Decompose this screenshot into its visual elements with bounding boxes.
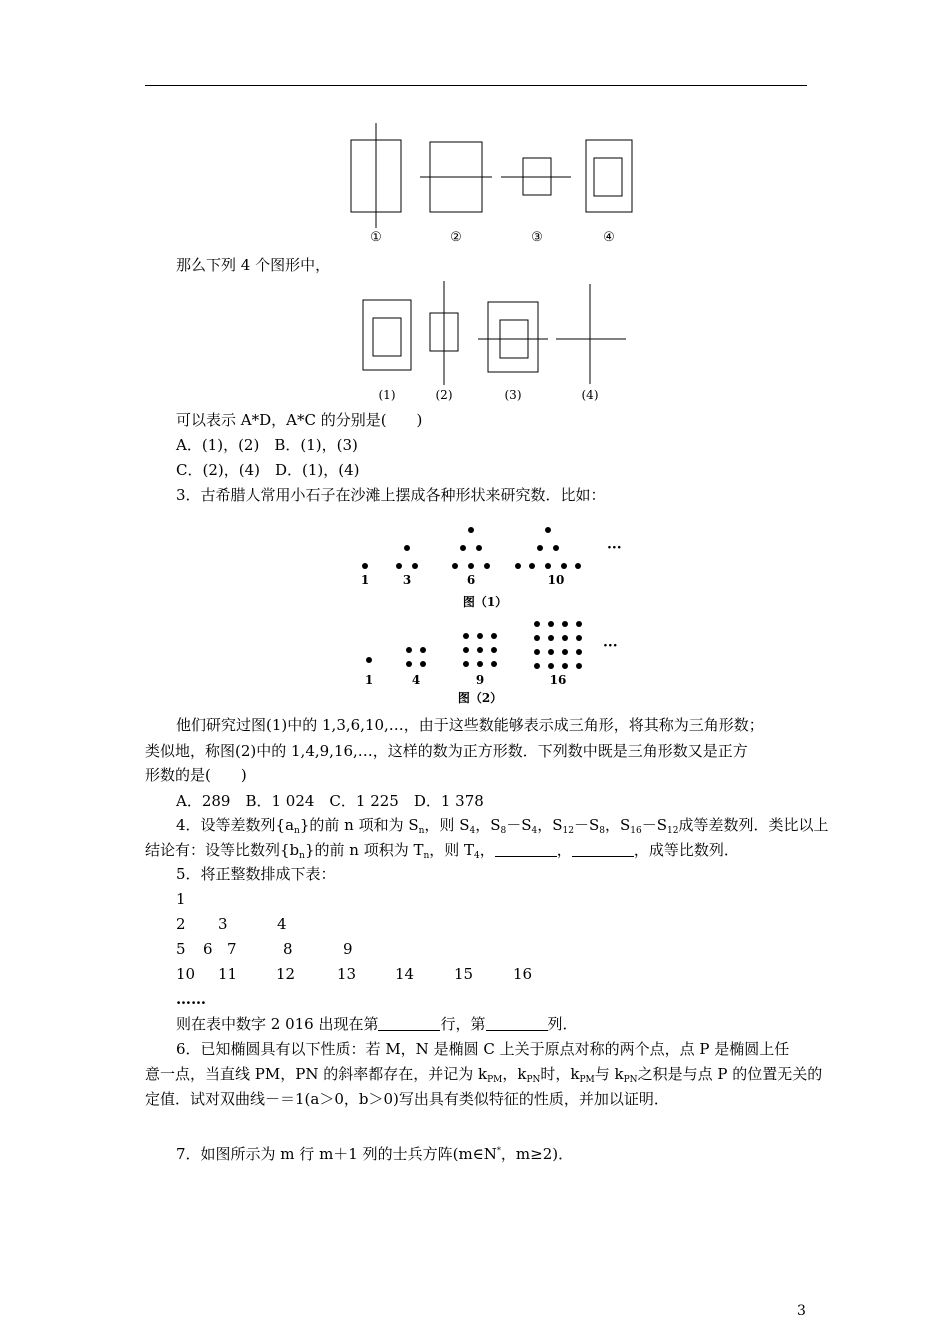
pebbles-triangular bbox=[355, 522, 635, 614]
tri1-dot bbox=[362, 563, 368, 569]
sq4-dot bbox=[406, 647, 412, 653]
sq16-dot bbox=[548, 621, 554, 627]
q5-dots: …… bbox=[176, 990, 206, 1008]
tri10-dot bbox=[545, 527, 551, 533]
q3-line3: 形数的是( ) bbox=[145, 766, 247, 784]
tri3-dot bbox=[396, 563, 402, 569]
tri10-dot bbox=[545, 563, 551, 569]
sq16-dot bbox=[576, 635, 582, 641]
tri6-dot bbox=[476, 545, 482, 551]
tri6-dot bbox=[484, 563, 490, 569]
sq16-dot bbox=[534, 635, 540, 641]
q6-line1: 6．已知椭圆具有以下性质：若 M，N 是椭圆 C 上关于原点对称的两个点，点 P 是椭圆上任 bbox=[176, 1040, 790, 1058]
sq16-dot bbox=[576, 649, 582, 655]
tri-num-1: 1 bbox=[360, 573, 370, 587]
fig2-caption: 图（2） bbox=[457, 691, 503, 705]
tri3-dot bbox=[412, 563, 418, 569]
q2-options-2: C．(2)，(4) D．(1)，(4) bbox=[176, 461, 360, 479]
q2-options-1: A．(1)，(2) B．(1)，(3) bbox=[176, 436, 358, 454]
q4-line1: 4．设等差数列$\{a_n\}$的前 n 项和为 $S_n$，则 $S_4$，$S_8-S_4$，$S_{12}-S_8$，$S_{16}-S_{12}$成等差数列．类比以上 bbox=[176, 816, 829, 836]
tri-ellipsis: ··· bbox=[607, 540, 622, 556]
q3-options: A．289 B．1 024 C．1 225 D．1 378 bbox=[176, 792, 484, 810]
sq16-dot bbox=[562, 663, 568, 669]
sq16-dot bbox=[548, 663, 554, 669]
sq4-dot bbox=[406, 661, 412, 667]
figB-label-2: (2) bbox=[435, 388, 453, 402]
tri10-dot bbox=[575, 563, 581, 569]
sq9-dot bbox=[463, 633, 469, 639]
sq16-dot bbox=[576, 663, 582, 669]
q3-intro: 3．古希腊人常用小石子在沙滩上摆成各种形状来研究数．比如： bbox=[176, 486, 606, 504]
q3-line1: 他们研究过图(1)中的 1,3,6,10,…，由于这些数能够表示成三角形，将其称为三角形数； bbox=[176, 716, 764, 734]
sq9-dot bbox=[477, 661, 483, 667]
q7-line: 7．如图所示为 m 行 m＋1 列的士兵方阵(m∈N*，m≥2)． bbox=[176, 1145, 574, 1163]
sq16-dot bbox=[576, 621, 582, 627]
sq9-dot bbox=[477, 647, 483, 653]
q6-line2: 意一点，当直线 PM，PN 的斜率都存在，并记为 $k_{PM}$，$k_{PN}$时，$k_{PM}$与 $k_{PN}$之积是与点 P 的位置无关的 bbox=[145, 1065, 823, 1085]
sq4-dot bbox=[420, 661, 426, 667]
sq-num-1: 1 bbox=[364, 673, 374, 687]
optshape3-outer bbox=[488, 302, 538, 372]
figure-shapes-top bbox=[340, 120, 660, 250]
q2-intro: 那么下列 4 个图形中， bbox=[176, 256, 331, 274]
q4-blank-2[interactable] bbox=[572, 842, 634, 857]
figA-label-4: ④ bbox=[603, 230, 615, 245]
page-number: 3 bbox=[797, 1303, 806, 1319]
sq9-dot bbox=[463, 661, 469, 667]
q2-question: 可以表示 A*D，A*C 的分别是( ) bbox=[176, 411, 423, 429]
sq9-dot bbox=[491, 633, 497, 639]
tri6-dot bbox=[468, 527, 474, 533]
q5-row1: 1 bbox=[176, 890, 186, 908]
sq16-dot bbox=[562, 621, 568, 627]
sq9-dot bbox=[491, 661, 497, 667]
optshape1-inner bbox=[373, 318, 401, 356]
tri6-dot bbox=[452, 563, 458, 569]
sq9-dot bbox=[491, 647, 497, 653]
q5-intro: 5．将正整数排成下表： bbox=[176, 865, 336, 883]
figB-label-1: (1) bbox=[378, 388, 396, 402]
tri-num-6: 6 bbox=[466, 573, 476, 587]
tri6-dot bbox=[468, 563, 474, 569]
header-rule bbox=[145, 85, 807, 86]
tri10-dot bbox=[515, 563, 521, 569]
tri10-dot bbox=[537, 545, 543, 551]
tri-num-10: 10 bbox=[547, 573, 565, 587]
tri3-dot bbox=[404, 545, 410, 551]
sq-ellipsis: ··· bbox=[603, 638, 618, 654]
shape4-inner bbox=[594, 158, 622, 196]
pebbles-square bbox=[355, 618, 635, 710]
sq9-dot bbox=[477, 633, 483, 639]
q5-question: 则在表中数字 2 016 出现在第 行，第 列． bbox=[176, 1015, 578, 1033]
sq16-dot bbox=[548, 649, 554, 655]
tri10-dot bbox=[561, 563, 567, 569]
figure-shapes-options bbox=[350, 278, 640, 406]
figA-label-3: ③ bbox=[531, 230, 543, 245]
optshape1-outer bbox=[363, 300, 411, 370]
sq16-dot bbox=[548, 635, 554, 641]
figB-label-4: (4) bbox=[581, 388, 599, 402]
q5-blank-row[interactable] bbox=[378, 1016, 440, 1031]
q3-line2: 类似地，称图(2)中的 1,4,9,16,…，这样的数为正方形数．下列数中既是三角形数又是正方 bbox=[145, 742, 748, 760]
sq16-dot bbox=[534, 649, 540, 655]
sq16-dot bbox=[534, 663, 540, 669]
q4-blank-1[interactable] bbox=[495, 842, 557, 857]
sq1-dot bbox=[366, 657, 372, 663]
sq-num-4: 4 bbox=[411, 673, 421, 687]
sq-num-9: 9 bbox=[475, 673, 485, 687]
figB-label-3: (3) bbox=[504, 388, 522, 402]
sq9-dot bbox=[463, 647, 469, 653]
tri-num-3: 3 bbox=[402, 573, 412, 587]
q5-blank-col[interactable] bbox=[486, 1016, 548, 1031]
q6-line3: 定值．试对双曲线－＝1(a＞0，b＞0)写出具有类似特征的性质，并加以证明． bbox=[145, 1090, 669, 1108]
sq16-dot bbox=[562, 635, 568, 641]
figA-label-2: ② bbox=[450, 230, 462, 245]
tri10-dot bbox=[553, 545, 559, 551]
sq16-dot bbox=[534, 621, 540, 627]
tri6-dot bbox=[460, 545, 466, 551]
sq16-dot bbox=[562, 649, 568, 655]
shape4-outer bbox=[586, 140, 632, 212]
sq4-dot bbox=[420, 647, 426, 653]
fig1-caption: 图（1） bbox=[462, 595, 508, 609]
tri10-dot bbox=[529, 563, 535, 569]
sq-num-16: 16 bbox=[549, 673, 567, 687]
q4-line2: 结论有：设等比数列$\{b_n\}$的前 n 项积为 $T_n$，则 $T_4$， ， ，成等比数列． bbox=[145, 841, 739, 861]
figA-label-1: ① bbox=[370, 230, 382, 245]
